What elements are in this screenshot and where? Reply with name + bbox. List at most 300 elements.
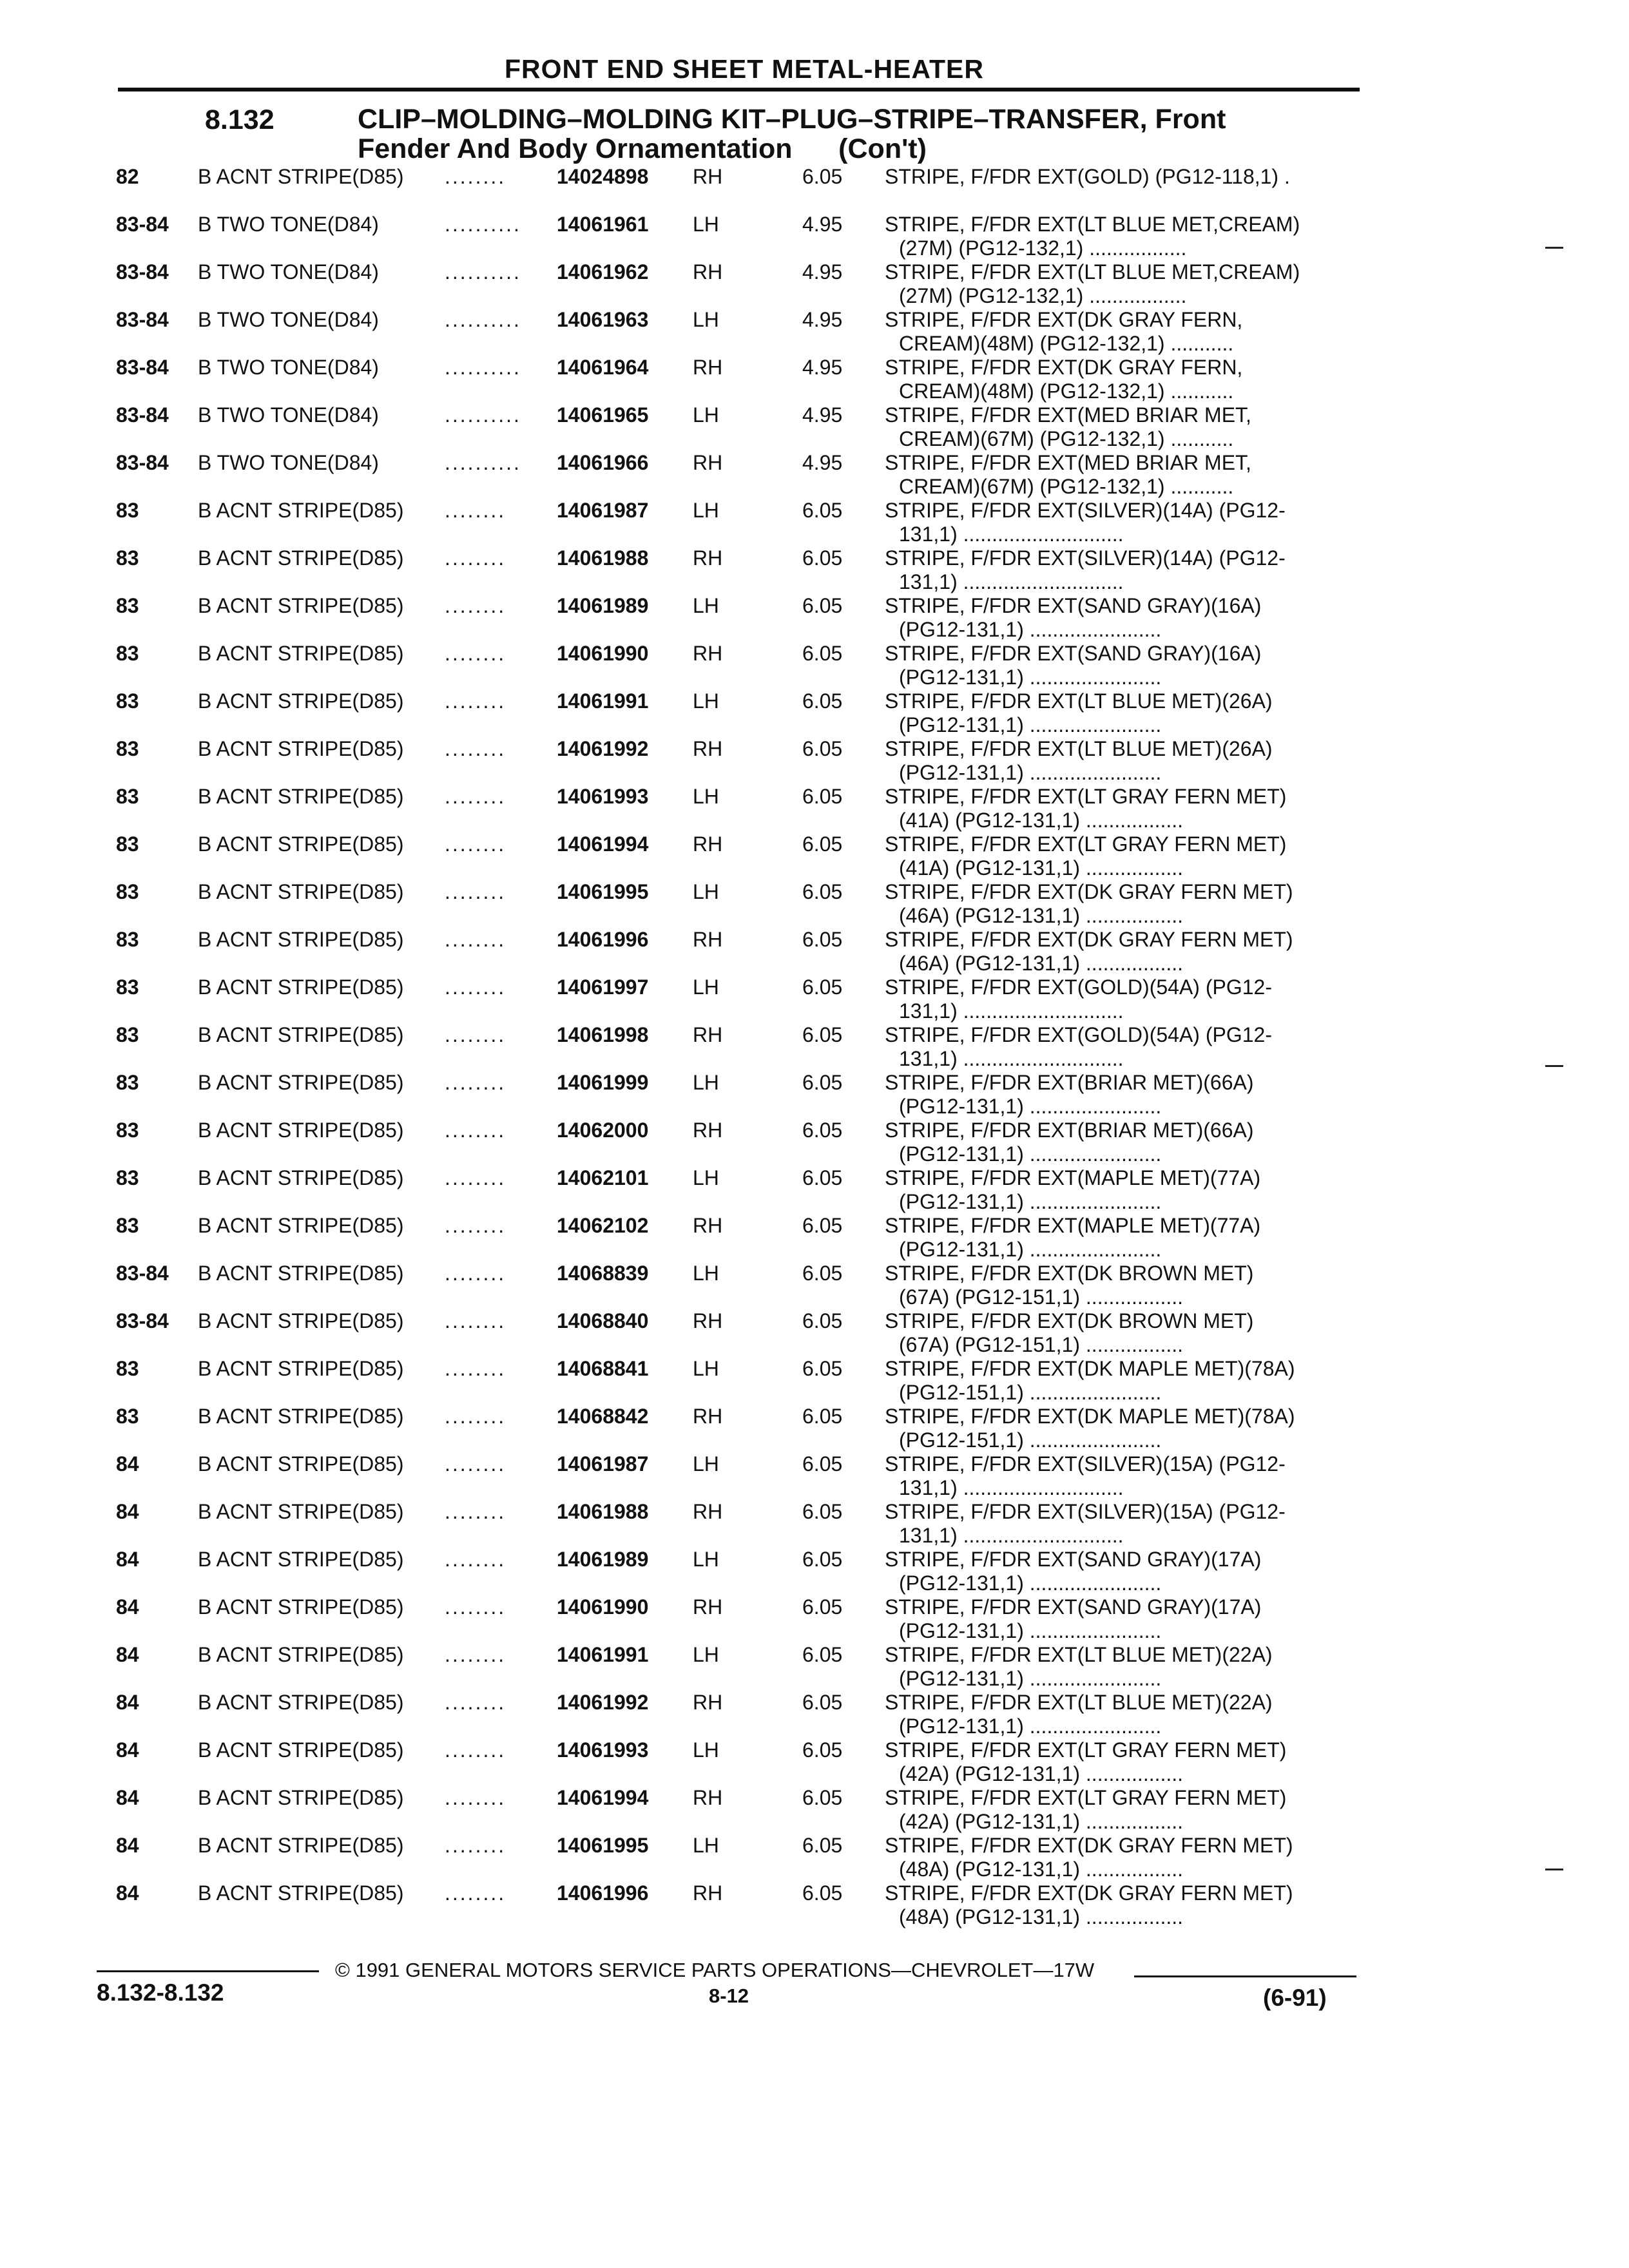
description-line1: STRIPE, F/FDR EXT(SILVER)(14A) (PG12- — [885, 499, 1286, 522]
description-line1: STRIPE, F/FDR EXT(GOLD) (PG12-118,1) . — [885, 165, 1290, 188]
year-cell: 83 — [116, 1357, 139, 1380]
part-number-cell: 14062101 — [557, 1166, 649, 1189]
description-cell — [885, 1595, 1261, 1643]
price-cell: 6.05 — [802, 1357, 843, 1380]
price-cell: 6.05 — [802, 165, 843, 188]
leader-dots: ........ — [445, 975, 506, 999]
leader-dots: ........ — [445, 546, 506, 570]
side-cell: RH — [693, 1786, 723, 1809]
footer-section-range: 8.132-8.132 — [97, 1979, 224, 2006]
description-line2: (42A) (PG12-131,1) ................. — [899, 1762, 1184, 1785]
description-line2: (48A) (PG12-131,1) ................. — [899, 1905, 1184, 1928]
description-cell — [885, 1357, 1295, 1405]
description-line2: (PG12-131,1) ....................... — [899, 1190, 1162, 1213]
usage-cell: B TWO TONE(D84) — [198, 356, 379, 379]
leader-dots: ........ — [445, 499, 506, 522]
table-row — [0, 1595, 1629, 1643]
leader-dots: ........ — [445, 1166, 506, 1189]
leader-dots: .......... — [445, 403, 521, 427]
part-number-cell: 14062102 — [557, 1214, 649, 1237]
side-cell: RH — [693, 1214, 723, 1237]
description-line2: (PG12-131,1) ....................... — [899, 1238, 1162, 1261]
side-cell: RH — [693, 260, 723, 284]
side-cell: LH — [693, 594, 719, 617]
year-cell: 83 — [116, 642, 139, 665]
description-line1: STRIPE, F/FDR EXT(SILVER)(14A) (PG12- — [885, 546, 1286, 570]
year-cell: 83-84 — [116, 308, 169, 331]
side-cell: RH — [693, 356, 723, 379]
footer-left-rule — [97, 1970, 319, 1972]
part-number-cell: 14061987 — [557, 499, 649, 522]
leader-dots: ........ — [445, 1881, 506, 1905]
side-cell: LH — [693, 1166, 719, 1189]
price-cell: 6.05 — [802, 1214, 843, 1237]
table-row — [0, 1452, 1629, 1500]
price-cell: 6.05 — [802, 1786, 843, 1809]
side-cell: RH — [693, 165, 723, 188]
price-cell: 6.05 — [802, 1834, 843, 1857]
usage-cell: B ACNT STRIPE(D85) — [198, 737, 404, 760]
part-number-cell: 14061993 — [557, 785, 649, 808]
year-cell: 83 — [116, 1405, 139, 1428]
year-cell: 83-84 — [116, 1262, 169, 1285]
table-row — [0, 451, 1629, 499]
price-cell: 6.05 — [802, 1405, 843, 1428]
description-cell — [885, 737, 1273, 785]
year-cell: 83-84 — [116, 451, 169, 474]
leader-dots: ........ — [445, 1214, 506, 1237]
side-cell: LH — [693, 975, 719, 999]
description-line1: STRIPE, F/FDR EXT(SILVER)(15A) (PG12- — [885, 1500, 1286, 1523]
side-cell: RH — [693, 1023, 723, 1046]
table-row — [0, 165, 1629, 213]
year-cell: 84 — [116, 1452, 139, 1475]
description-line1: STRIPE, F/FDR EXT(MAPLE MET)(77A) — [885, 1214, 1261, 1237]
usage-cell: B ACNT STRIPE(D85) — [198, 785, 404, 808]
part-number-cell: 14061990 — [557, 642, 649, 665]
description-cell — [885, 213, 1300, 260]
usage-cell: B ACNT STRIPE(D85) — [198, 1834, 404, 1857]
price-cell: 6.05 — [802, 975, 843, 999]
leader-dots: .......... — [445, 213, 521, 236]
side-cell: RH — [693, 737, 723, 760]
usage-cell: B ACNT STRIPE(D85) — [198, 1548, 404, 1571]
description-cell — [885, 689, 1273, 737]
description-cell — [885, 1786, 1286, 1834]
usage-cell: B ACNT STRIPE(D85) — [198, 1595, 404, 1619]
side-cell: LH — [693, 1834, 719, 1857]
description-line2: (PG12-131,1) ....................... — [899, 761, 1162, 784]
year-cell: 83 — [116, 975, 139, 999]
table-row — [0, 308, 1629, 356]
description-cell — [885, 165, 1290, 189]
side-cell: LH — [693, 213, 719, 236]
description-cell — [885, 260, 1300, 308]
price-cell: 6.05 — [802, 832, 843, 856]
description-line2: CREAM)(48M) (PG12-132,1) ........... — [899, 332, 1234, 355]
description-line1: STRIPE, F/FDR EXT(DK GRAY FERN MET) — [885, 928, 1293, 951]
price-cell: 6.05 — [802, 1071, 843, 1094]
description-line2: (27M) (PG12-132,1) ................. — [899, 284, 1187, 307]
page-header-title: FRONT END SHEET METAL-HEATER — [505, 54, 984, 84]
section-title-line1: CLIP–MOLDING–MOLDING KIT–PLUG–STRIPE–TRANSFER, Front — [358, 104, 1226, 135]
side-cell: RH — [693, 642, 723, 665]
leader-dots: ........ — [445, 1548, 506, 1571]
description-line2: (PG12-131,1) ....................... — [899, 1715, 1162, 1738]
part-number-cell: 14061996 — [557, 1881, 649, 1905]
price-cell: 6.05 — [802, 1643, 843, 1666]
part-number-cell: 14061991 — [557, 1643, 649, 1666]
description-cell — [885, 928, 1293, 975]
description-line2: 131,1) ............................ — [899, 1524, 1124, 1547]
description-cell — [885, 1023, 1272, 1071]
description-line1: STRIPE, F/FDR EXT(LT BLUE MET)(26A) — [885, 737, 1273, 760]
footer-copyright: © 1991 GENERAL MOTORS SERVICE PARTS OPERATIONS—CHEVROLET—17W — [335, 1959, 1095, 1981]
side-cell: RH — [693, 1691, 723, 1714]
description-line1: STRIPE, F/FDR EXT(LT GRAY FERN MET) — [885, 1738, 1287, 1762]
description-line2: (46A) (PG12-131,1) ................. — [899, 952, 1184, 975]
side-cell: LH — [693, 689, 719, 713]
part-number-cell: 14061993 — [557, 1738, 649, 1762]
description-line2: 131,1) ............................ — [899, 999, 1124, 1023]
side-cell: LH — [693, 308, 719, 331]
leader-dots: ........ — [445, 880, 506, 903]
year-cell: 83 — [116, 1023, 139, 1046]
year-cell: 84 — [116, 1834, 139, 1857]
side-cell: LH — [693, 1452, 719, 1475]
price-cell: 6.05 — [802, 737, 843, 760]
year-cell: 83-84 — [116, 260, 169, 284]
leader-dots: ........ — [445, 1738, 506, 1762]
year-cell: 83-84 — [116, 356, 169, 379]
leader-dots: ........ — [445, 1262, 506, 1285]
leader-dots: ........ — [445, 1071, 506, 1094]
description-line2: 131,1) ............................ — [899, 570, 1124, 593]
price-cell: 6.05 — [802, 1023, 843, 1046]
part-number-cell: 14061995 — [557, 880, 649, 903]
leader-dots: .......... — [445, 308, 521, 331]
leader-dots: ........ — [445, 928, 506, 951]
table-row — [0, 403, 1629, 451]
year-cell: 83 — [116, 880, 139, 903]
usage-cell: B ACNT STRIPE(D85) — [198, 546, 404, 570]
usage-cell: B ACNT STRIPE(D85) — [198, 1786, 404, 1809]
side-cell: RH — [693, 832, 723, 856]
part-number-cell: 14061992 — [557, 737, 649, 760]
table-row — [0, 1691, 1629, 1738]
year-cell: 83-84 — [116, 213, 169, 236]
part-number-cell: 14061989 — [557, 1548, 649, 1571]
description-line2: (PG12-131,1) ....................... — [899, 618, 1162, 641]
usage-cell: B TWO TONE(D84) — [198, 260, 379, 284]
year-cell: 83 — [116, 689, 139, 713]
table-row — [0, 1214, 1629, 1262]
year-cell: 84 — [116, 1738, 139, 1762]
description-line2: (PG12-131,1) ....................... — [899, 713, 1162, 736]
usage-cell: B ACNT STRIPE(D85) — [198, 1691, 404, 1714]
side-cell: LH — [693, 1357, 719, 1380]
description-line1: STRIPE, F/FDR EXT(LT GRAY FERN MET) — [885, 1786, 1287, 1809]
description-line1: STRIPE, F/FDR EXT(DK GRAY FERN MET) — [885, 880, 1293, 903]
usage-cell: B ACNT STRIPE(D85) — [198, 1738, 404, 1762]
year-cell: 83 — [116, 546, 139, 570]
description-cell — [885, 880, 1293, 928]
part-number-cell: 14061962 — [557, 260, 649, 284]
side-cell: LH — [693, 403, 719, 427]
description-cell — [885, 1309, 1253, 1357]
usage-cell: B ACNT STRIPE(D85) — [198, 1405, 404, 1428]
part-number-cell: 14061992 — [557, 1691, 649, 1714]
leader-dots: ........ — [445, 785, 506, 808]
part-number-cell: 14061994 — [557, 832, 649, 856]
section-title-line2: Fender And Body Ornamentation (Con't) — [358, 133, 927, 164]
usage-cell: B ACNT STRIPE(D85) — [198, 1881, 404, 1905]
leader-dots: .......... — [445, 260, 521, 284]
leader-dots: ........ — [445, 1595, 506, 1619]
price-cell: 6.05 — [802, 1119, 843, 1142]
table-row — [0, 1786, 1629, 1834]
description-line2: (42A) (PG12-131,1) ................. — [899, 1810, 1184, 1833]
table-row — [0, 213, 1629, 260]
usage-cell: B ACNT STRIPE(D85) — [198, 832, 404, 856]
description-line1: STRIPE, F/FDR EXT(SILVER)(15A) (PG12- — [885, 1452, 1286, 1475]
leader-dots: ........ — [445, 689, 506, 713]
description-line1: STRIPE, F/FDR EXT(DK GRAY FERN, — [885, 308, 1243, 331]
usage-cell: B TWO TONE(D84) — [198, 213, 379, 236]
description-line2: (46A) (PG12-131,1) ................. — [899, 904, 1184, 927]
usage-cell: B ACNT STRIPE(D85) — [198, 1071, 404, 1094]
description-cell — [885, 1119, 1253, 1166]
year-cell: 83 — [116, 928, 139, 951]
usage-cell: B ACNT STRIPE(D85) — [198, 928, 404, 951]
year-cell: 83 — [116, 737, 139, 760]
side-cell: RH — [693, 451, 723, 474]
price-cell: 4.95 — [802, 356, 843, 379]
price-cell: 6.05 — [802, 499, 843, 522]
part-number-cell: 14061991 — [557, 689, 649, 713]
table-row — [0, 1881, 1629, 1929]
description-line2: CREAM)(48M) (PG12-132,1) ........... — [899, 380, 1234, 403]
description-cell — [885, 499, 1286, 546]
leader-dots: ........ — [445, 1405, 506, 1428]
leader-dots: ........ — [445, 642, 506, 665]
description-line2: (PG12-131,1) ....................... — [899, 1142, 1162, 1166]
margin-tick — [1545, 1869, 1563, 1870]
parts-list — [0, 165, 1629, 1929]
description-cell — [885, 594, 1261, 642]
description-cell — [885, 1262, 1253, 1309]
price-cell: 4.95 — [802, 403, 843, 427]
footer-page-number: 8-12 — [709, 1984, 749, 2007]
usage-cell: B ACNT STRIPE(D85) — [198, 1023, 404, 1046]
description-line1: STRIPE, F/FDR EXT(DK BROWN MET) — [885, 1309, 1254, 1332]
description-line1: STRIPE, F/FDR EXT(LT BLUE MET)(26A) — [885, 689, 1273, 713]
usage-cell: B ACNT STRIPE(D85) — [198, 499, 404, 522]
description-line2: (PG12-131,1) ....................... — [899, 1667, 1162, 1690]
table-row — [0, 1738, 1629, 1786]
description-line2: (PG12-131,1) ....................... — [899, 666, 1162, 689]
year-cell: 83 — [116, 832, 139, 856]
price-cell: 6.05 — [802, 1309, 843, 1332]
usage-cell: B ACNT STRIPE(D85) — [198, 1262, 404, 1285]
description-line2: (27M) (PG12-132,1) ................. — [899, 236, 1187, 260]
usage-cell: B ACNT STRIPE(D85) — [198, 1643, 404, 1666]
section-number: 8.132 — [205, 104, 275, 135]
table-row — [0, 499, 1629, 546]
price-cell: 6.05 — [802, 1262, 843, 1285]
description-cell — [885, 1166, 1260, 1214]
description-line1: STRIPE, F/FDR EXT(SAND GRAY)(17A) — [885, 1595, 1262, 1619]
footer-right-rule — [1134, 1975, 1356, 1977]
year-cell: 83 — [116, 499, 139, 522]
price-cell: 6.05 — [802, 1738, 843, 1762]
description-line2: (67A) (PG12-151,1) ................. — [899, 1333, 1184, 1356]
price-cell: 6.05 — [802, 1452, 843, 1475]
usage-cell: B ACNT STRIPE(D85) — [198, 1309, 404, 1332]
description-line1: STRIPE, F/FDR EXT(LT GRAY FERN MET) — [885, 832, 1287, 856]
side-cell: RH — [693, 1405, 723, 1428]
leader-dots: ........ — [445, 1500, 506, 1523]
table-row — [0, 1500, 1629, 1548]
part-number-cell: 14068841 — [557, 1357, 649, 1380]
year-cell: 84 — [116, 1786, 139, 1809]
part-number-cell: 14068842 — [557, 1405, 649, 1428]
description-cell — [885, 642, 1261, 689]
usage-cell: B ACNT STRIPE(D85) — [198, 1166, 404, 1189]
year-cell: 83 — [116, 1166, 139, 1189]
side-cell: LH — [693, 785, 719, 808]
year-cell: 84 — [116, 1548, 139, 1571]
leader-dots: ........ — [445, 1643, 506, 1666]
usage-cell: B TWO TONE(D84) — [198, 308, 379, 331]
part-number-cell: 14061987 — [557, 1452, 649, 1475]
table-row — [0, 880, 1629, 928]
leader-dots: .......... — [445, 451, 521, 474]
part-number-cell: 14061990 — [557, 1595, 649, 1619]
description-line1: STRIPE, F/FDR EXT(GOLD)(54A) (PG12- — [885, 975, 1272, 999]
part-number-cell: 14061996 — [557, 928, 649, 951]
side-cell: LH — [693, 1738, 719, 1762]
description-cell — [885, 1834, 1293, 1881]
year-cell: 83 — [116, 1214, 139, 1237]
table-row — [0, 737, 1629, 785]
description-cell — [885, 1548, 1261, 1595]
table-row — [0, 1119, 1629, 1166]
description-cell — [885, 1452, 1286, 1500]
description-line1: STRIPE, F/FDR EXT(DK MAPLE MET)(78A) — [885, 1357, 1295, 1380]
table-row — [0, 1643, 1629, 1691]
table-row — [0, 1309, 1629, 1357]
description-line1: STRIPE, F/FDR EXT(DK MAPLE MET)(78A) — [885, 1405, 1295, 1428]
side-cell: RH — [693, 1500, 723, 1523]
margin-tick — [1545, 247, 1563, 249]
description-cell — [885, 1071, 1253, 1119]
description-cell — [885, 403, 1251, 451]
description-line2: 131,1) ............................ — [899, 1047, 1124, 1070]
part-number-cell: 14061998 — [557, 1023, 649, 1046]
description-line1: STRIPE, F/FDR EXT(DK GRAY FERN, — [885, 356, 1243, 379]
part-number-cell: 14061994 — [557, 1786, 649, 1809]
year-cell: 84 — [116, 1643, 139, 1666]
table-row — [0, 928, 1629, 975]
part-number-cell: 14061999 — [557, 1071, 649, 1094]
table-row — [0, 1834, 1629, 1881]
usage-cell: B ACNT STRIPE(D85) — [198, 975, 404, 999]
description-line2: (67A) (PG12-151,1) ................. — [899, 1285, 1184, 1309]
part-number-cell: 14061995 — [557, 1834, 649, 1857]
price-cell: 4.95 — [802, 213, 843, 236]
description-line2: (41A) (PG12-131,1) ................. — [899, 809, 1184, 832]
description-cell — [885, 1738, 1286, 1786]
side-cell: LH — [693, 880, 719, 903]
table-row — [0, 689, 1629, 737]
price-cell: 6.05 — [802, 594, 843, 617]
price-cell: 6.05 — [802, 546, 843, 570]
part-number-cell: 14061966 — [557, 451, 649, 474]
table-row — [0, 975, 1629, 1023]
description-cell — [885, 785, 1286, 832]
description-line1: STRIPE, F/FDR EXT(LT BLUE MET)(22A) — [885, 1691, 1273, 1714]
description-line2: (PG12-151,1) ....................... — [899, 1428, 1162, 1452]
description-line2: (PG12-131,1) ....................... — [899, 1095, 1162, 1118]
side-cell: LH — [693, 1262, 719, 1285]
table-row — [0, 356, 1629, 403]
price-cell: 4.95 — [802, 308, 843, 331]
description-line2: (PG12-131,1) ....................... — [899, 1571, 1162, 1595]
side-cell: RH — [693, 1309, 723, 1332]
description-cell — [885, 308, 1242, 356]
price-cell: 6.05 — [802, 1548, 843, 1571]
description-line1: STRIPE, F/FDR EXT(LT BLUE MET)(22A) — [885, 1643, 1273, 1666]
description-line2: (PG12-151,1) ....................... — [899, 1381, 1162, 1404]
table-row — [0, 1166, 1629, 1214]
description-cell — [885, 1881, 1293, 1929]
year-cell: 84 — [116, 1500, 139, 1523]
leader-dots: ........ — [445, 737, 506, 760]
price-cell: 6.05 — [802, 880, 843, 903]
description-line1: STRIPE, F/FDR EXT(SAND GRAY)(16A) — [885, 594, 1262, 617]
description-line2: 131,1) ............................ — [899, 523, 1124, 546]
leader-dots: ........ — [445, 1357, 506, 1380]
leader-dots: ........ — [445, 1023, 506, 1046]
description-line1: STRIPE, F/FDR EXT(SAND GRAY)(16A) — [885, 642, 1262, 665]
price-cell: 6.05 — [802, 785, 843, 808]
year-cell: 83 — [116, 1119, 139, 1142]
usage-cell: B ACNT STRIPE(D85) — [198, 1500, 404, 1523]
section-title — [358, 104, 1226, 164]
description-cell — [885, 1214, 1260, 1262]
part-number-cell: 14024898 — [557, 165, 649, 188]
price-cell: 6.05 — [802, 689, 843, 713]
leader-dots: ........ — [445, 165, 506, 188]
year-cell: 83 — [116, 594, 139, 617]
description-line1: STRIPE, F/FDR EXT(DK BROWN MET) — [885, 1262, 1254, 1285]
table-row — [0, 594, 1629, 642]
table-row — [0, 832, 1629, 880]
description-cell — [885, 832, 1286, 880]
table-row — [0, 1023, 1629, 1071]
description-cell — [885, 546, 1286, 594]
header-rule — [118, 88, 1360, 91]
description-line1: STRIPE, F/FDR EXT(SAND GRAY)(17A) — [885, 1548, 1262, 1571]
usage-cell: B TWO TONE(D84) — [198, 403, 379, 427]
description-line2: (PG12-131,1) ....................... — [899, 1619, 1162, 1642]
usage-cell: B ACNT STRIPE(D85) — [198, 1119, 404, 1142]
side-cell: LH — [693, 499, 719, 522]
description-line1: STRIPE, F/FDR EXT(BRIAR MET)(66A) — [885, 1119, 1254, 1142]
usage-cell: B ACNT STRIPE(D85) — [198, 642, 404, 665]
description-line1: STRIPE, F/FDR EXT(LT BLUE MET,CREAM) — [885, 213, 1300, 236]
